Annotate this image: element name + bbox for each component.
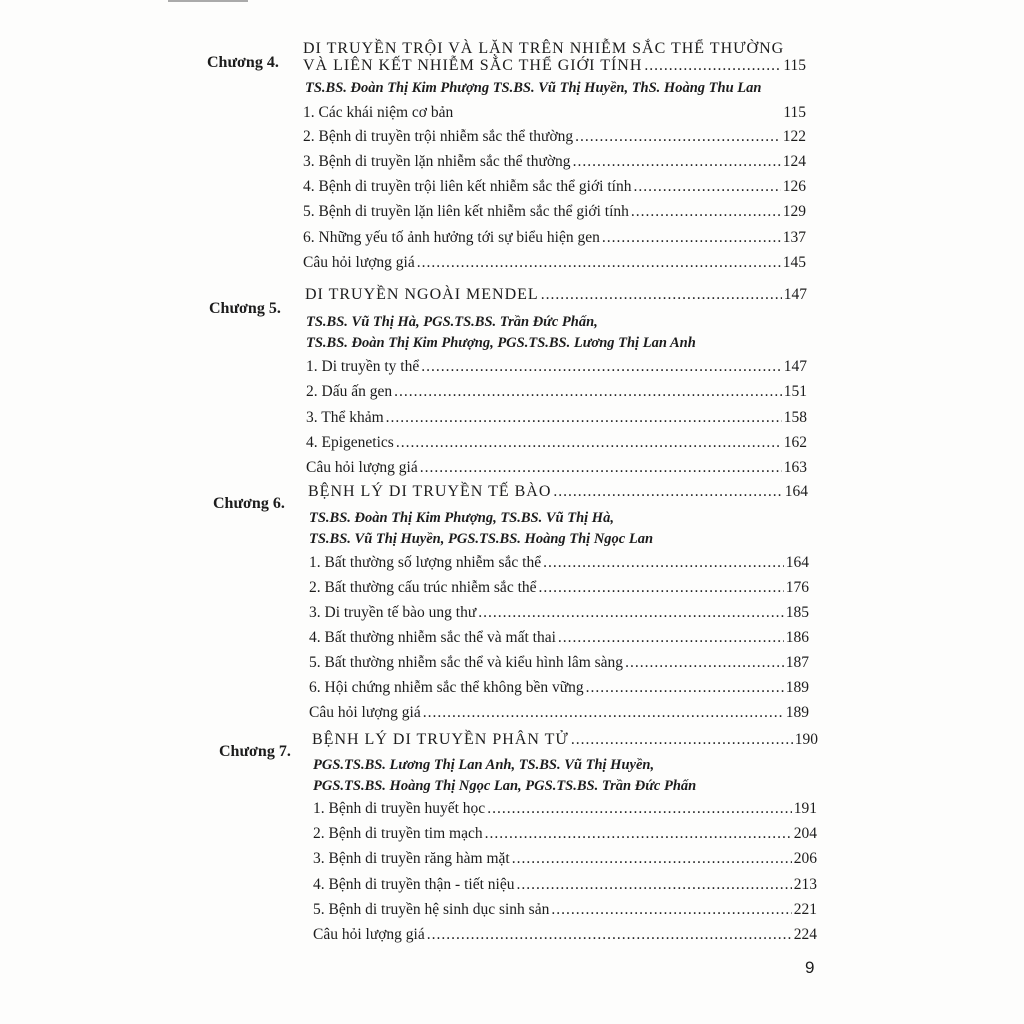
- toc-entry: Câu hỏi lượng giá ..... 189: [309, 704, 809, 722]
- chapter-4-title-row: [303, 57, 806, 75]
- chapter-7-page: 190: [794, 731, 818, 748]
- chapter-7-title-row: [312, 731, 818, 749]
- leader-dots: [541, 286, 782, 304]
- top-rule: [168, 0, 248, 2]
- chapter-4-page: 115: [783, 57, 806, 74]
- chapter-7-authors-1: PGS.TS.BS. Lương Thị Lan Anh, TS.BS. Vũ Thị Huyền,: [313, 757, 655, 773]
- toc-entry: 3. Thể khảm ..... 158: [306, 409, 807, 427]
- chapter-6-title-row: [308, 483, 808, 501]
- leader-dots: [571, 731, 793, 749]
- toc-entry: 1. Di truyền ty thể ..... 147: [306, 358, 807, 376]
- toc-entry: 1. Bất thường số lượng nhiễm sắc thể ..... 164: [309, 554, 809, 572]
- chapter-7-title: BỆNH LÝ DI TRUYỀN PHÂN TỬ: [312, 731, 569, 748]
- toc-entry: 4. Bất thường nhiễm sắc thể và mất thai ..... 186: [309, 629, 809, 647]
- toc-entry: 4. Bệnh di truyền trội liên kết nhiễm sắc thể giới tính ..... 126: [303, 178, 806, 196]
- toc-entry: 6. Hội chứng nhiễm sắc thể không bền vững ..... 189: [309, 679, 809, 697]
- chapter-5-page: 147: [783, 286, 807, 303]
- chapter-5-authors-2: TS.BS. Đoàn Thị Kim Phượng, PGS.TS.BS. Lương Thị Lan Anh: [306, 335, 696, 351]
- toc-entry: Câu hỏi lượng giá ..... 145: [303, 254, 806, 272]
- toc-entry: Câu hỏi lượng giá ..... 163: [306, 459, 807, 477]
- chapter-4-title-line1: DI TRUYỀN TRỘI VÀ LẶN TRÊN NHIỄM SẮC THỂ THƯỜNG: [303, 40, 785, 57]
- toc-entry: 4. Epigenetics ..... 162: [306, 434, 807, 452]
- toc-entry: 1. Các khái niệm cơ bản 115: [303, 104, 806, 121]
- toc-entry: 3. Di truyền tế bào ung thư ..... 185: [309, 604, 809, 622]
- chapter-7-authors-2: PGS.TS.BS. Hoàng Thị Ngọc Lan, PGS.TS.BS. Trần Đức Phấn: [313, 778, 697, 794]
- chapter-6-authors-2: TS.BS. Vũ Thị Huyền, PGS.TS.BS. Hoàng Thị Ngọc Lan: [309, 531, 654, 547]
- leader-dots: [644, 57, 781, 75]
- chapter-6-label: Chương 6.: [213, 495, 285, 512]
- toc-entry: 2. Bất thường cấu trúc nhiễm sắc thể ..... 176: [309, 579, 809, 597]
- toc-entry: 3. Bệnh di truyền răng hàm mặt ..... 206: [313, 850, 817, 868]
- toc-entry: 5. Bệnh di truyền hệ sinh dục sinh sản ..... 221: [313, 901, 817, 919]
- toc-entry: 1. Bệnh di truyền huyết học ..... 191: [313, 800, 817, 818]
- chapter-7-label: Chương 7.: [219, 743, 291, 760]
- toc-entry: 6. Những yếu tố ảnh hưởng tới sự biểu hiện gen ..... 137: [303, 229, 806, 247]
- toc-entry: 5. Bệnh di truyền lặn liên kết nhiễm sắc thể giới tính ..... 129: [303, 203, 806, 221]
- toc-entry: 5. Bất thường nhiễm sắc thể và kiểu hình lâm sàng ..... 187: [309, 654, 809, 672]
- chapter-6-page: 164: [784, 483, 808, 500]
- chapter-6-authors-1: TS.BS. Đoàn Thị Kim Phượng, TS.BS. Vũ Thị Hà,: [309, 510, 614, 526]
- chapter-6-title: BỆNH LÝ DI TRUYỀN TẾ BÀO: [308, 483, 552, 500]
- toc-entry: 4. Bệnh di truyền thận - tiết niệu ..... 213: [313, 876, 817, 894]
- chapter-5-authors-1: TS.BS. Vũ Thị Hà, PGS.TS.BS. Trần Đức Phấn,: [306, 314, 598, 330]
- toc-entry: 2. Bệnh di truyền tim mạch ..... 204: [313, 825, 817, 843]
- chapter-4-authors-1: TS.BS. Đoàn Thị Kim Phượng TS.BS. Vũ Thị Huyền, ThS. Hoàng Thu Lan: [305, 80, 762, 96]
- toc-entry: 3. Bệnh di truyền lặn nhiễm sắc thể thường ..... 124: [303, 153, 806, 171]
- chapter-4-label: Chương 4.: [207, 54, 279, 71]
- leader-dots: [553, 483, 782, 501]
- toc-entry: 2. Dấu ấn gen ..... 151: [306, 383, 807, 401]
- chapter-5-title-row: [305, 286, 807, 304]
- chapter-4-title-line2: VÀ LIÊN KẾT NHIỄM SẮC THỂ GIỚI TÍNH: [303, 57, 643, 74]
- page-number: 9: [805, 958, 815, 977]
- chapter-5-title: DI TRUYỀN NGOÀI MENDEL: [305, 286, 539, 303]
- toc-entry: Câu hỏi lượng giá ..... 224: [313, 926, 817, 944]
- chapter-5-label: Chương 5.: [209, 300, 281, 317]
- toc-entry: 2. Bệnh di truyền trội nhiễm sắc thể thường ..... 122: [303, 128, 806, 146]
